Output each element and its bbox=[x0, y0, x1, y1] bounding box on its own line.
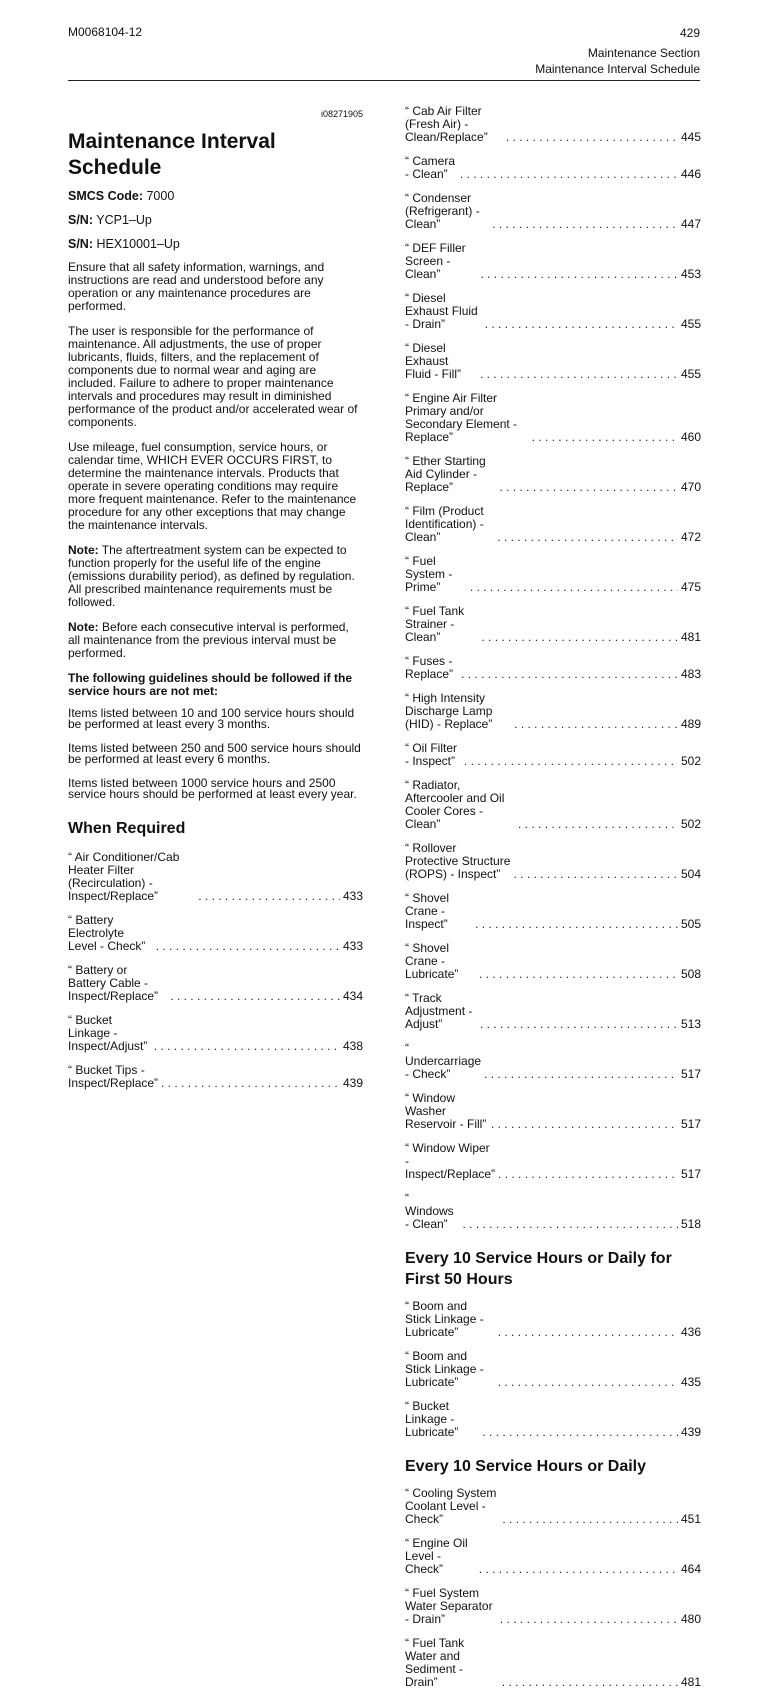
toc-entry[interactable] bbox=[405, 1092, 701, 1131]
dot-leader bbox=[498, 1326, 678, 1339]
toc-entry-label: “ Fuses - Replace” bbox=[405, 654, 454, 681]
toc-entry-page: 475 bbox=[680, 580, 701, 594]
toc-entry-label: “ Track Adjustment - Adjust” bbox=[405, 991, 473, 1031]
toc-entry-page: 433 bbox=[342, 889, 363, 903]
dot-leader bbox=[463, 1218, 678, 1231]
running-header bbox=[535, 25, 700, 77]
toc-entry[interactable] bbox=[405, 155, 701, 181]
toc-entry[interactable] bbox=[68, 914, 363, 953]
document-number: M0068104-12 bbox=[68, 25, 143, 39]
toc-entry[interactable] bbox=[405, 1042, 701, 1081]
smcs-code bbox=[68, 189, 363, 204]
toc-entry[interactable] bbox=[405, 605, 701, 644]
toc-entry[interactable] bbox=[68, 1064, 363, 1090]
note-consecutive bbox=[68, 621, 363, 660]
toc-entry-page: 481 bbox=[680, 630, 701, 644]
toc-entry[interactable] bbox=[405, 392, 701, 444]
toc-entry-label: “ Boom and Stick Linkage - Lubricate” bbox=[405, 1299, 484, 1339]
toc-entry-label: “ Condenser (Refrigerant) - Clean” bbox=[405, 191, 480, 231]
section-name: Maintenance Section bbox=[587, 46, 700, 60]
toc-entry-label: “ High Intensity Discharge Lamp (HID) - Replace” bbox=[405, 691, 493, 731]
toc-entry-label: “ Battery Electrolyte Level - Check” bbox=[68, 913, 146, 953]
toc-entry-label: “ Diesel Exhaust Fluid - Drain” bbox=[405, 291, 478, 331]
toc-entry-label: “ Shovel Crane - Lubricate” bbox=[405, 941, 459, 981]
dot-leader bbox=[170, 990, 340, 1003]
toc-entry[interactable] bbox=[405, 455, 701, 494]
toc-entry[interactable] bbox=[405, 1587, 701, 1626]
toc-entry-label: “ Window Wiper - Inspect/Replace” bbox=[405, 1141, 496, 1181]
toc-entry[interactable] bbox=[405, 942, 701, 981]
toc-entry-label: “ Fuel System - Prime” bbox=[405, 554, 453, 594]
toc-entry[interactable] bbox=[405, 655, 701, 681]
toc-entry-page: 464 bbox=[680, 1562, 701, 1576]
toc-entry-label: “ Engine Air Filter Primary and/or Secondary Element - Replace” bbox=[405, 391, 518, 444]
toc-entry-page: 439 bbox=[342, 1076, 363, 1090]
doc-id: i08271905 bbox=[320, 109, 363, 119]
toc-entry[interactable] bbox=[405, 892, 701, 931]
toc-entry[interactable] bbox=[405, 1142, 701, 1181]
guideline-2: Items listed between 250 and 500 service hours should be performed at least every 6 months. bbox=[68, 741, 361, 766]
right-column bbox=[405, 105, 701, 1700]
toc-entry-page: 517 bbox=[680, 1067, 701, 1081]
toc-entry-label: “ Bucket Linkage - Lubricate” bbox=[405, 1399, 459, 1439]
toc-entry-page: 460 bbox=[680, 430, 701, 444]
toc-entry-label: “ Fuel System Water Separator - Drain” bbox=[405, 1586, 493, 1626]
toc-entry[interactable] bbox=[405, 242, 701, 281]
when-required-list bbox=[68, 851, 363, 1090]
toc-entry-label: “ Radiator, Aftercooler and Oil Cooler Cores - Clean” bbox=[405, 778, 505, 831]
toc-entry-label: “ DEF Filler Screen - Clean” bbox=[405, 241, 466, 281]
toc-entry[interactable] bbox=[405, 1537, 701, 1576]
toc-entry-page: 513 bbox=[680, 1017, 701, 1031]
toc-entry-label: “ Boom and Stick Linkage - Lubricate” bbox=[405, 1349, 484, 1389]
toc-entry-page: 439 bbox=[680, 1425, 701, 1439]
dot-leader bbox=[485, 318, 678, 331]
toc-entry-page: 453 bbox=[680, 267, 701, 281]
toc-entry-page: 517 bbox=[680, 1117, 701, 1131]
dot-leader bbox=[502, 1513, 678, 1526]
toc-entry[interactable] bbox=[405, 742, 701, 768]
toc-entry-label: “ Cab Air Filter (Fresh Air) - Clean/Replace” bbox=[405, 104, 488, 144]
dot-leader bbox=[475, 918, 678, 931]
dot-leader bbox=[479, 968, 678, 981]
serial-range-1 bbox=[68, 213, 363, 228]
toc-entry[interactable] bbox=[405, 779, 701, 831]
dot-leader bbox=[502, 1676, 678, 1689]
dot-leader bbox=[518, 818, 678, 831]
toc-entry-label: “ Battery or Battery Cable - Inspect/Replace” bbox=[68, 963, 159, 1003]
section-when-required: When Required bbox=[68, 820, 186, 837]
toc-entry-label: “ Window Washer Reservoir - Fill” bbox=[405, 1091, 487, 1131]
toc-entry-page: 451 bbox=[680, 1512, 701, 1526]
toc-entry-label: “ Camera - Clean” bbox=[405, 154, 456, 181]
dot-leader bbox=[514, 868, 678, 881]
toc-entry-label: “ Ether Starting Aid Cylinder - Replace” bbox=[405, 454, 486, 494]
dot-leader bbox=[484, 1068, 678, 1081]
dot-leader bbox=[479, 1563, 678, 1576]
sn-label: S/N: bbox=[68, 237, 93, 251]
dot-leader bbox=[461, 668, 678, 681]
dot-leader bbox=[491, 1118, 678, 1131]
toc-entry[interactable] bbox=[405, 342, 701, 381]
first-50-hours-list bbox=[405, 1300, 701, 1439]
toc-entry-page: 505 bbox=[680, 917, 701, 931]
dot-leader bbox=[514, 718, 678, 731]
toc-entry-page: 518 bbox=[680, 1217, 701, 1231]
note-aftertreatment bbox=[68, 544, 363, 609]
toc-entry[interactable] bbox=[405, 1400, 701, 1439]
dot-leader bbox=[497, 531, 678, 544]
note-text: The aftertreatment system can be expected to function properly for the useful life of the engine (emissions durability period), as defined by regulation. All prescribed maintenance requirements must be followed. bbox=[68, 543, 355, 609]
toc-entry-label: “ Rollover Protective Structure (ROPS) - Inspect” bbox=[405, 841, 511, 881]
dot-leader bbox=[480, 368, 678, 381]
dot-leader bbox=[154, 1040, 340, 1053]
dot-leader bbox=[480, 268, 678, 281]
toc-entry-page: 447 bbox=[680, 217, 701, 231]
page-title: Maintenance Interval Schedule bbox=[68, 130, 276, 179]
toc-entry-page: 445 bbox=[680, 130, 701, 144]
toc-entry-page: 480 bbox=[680, 1612, 701, 1626]
toc-entry[interactable] bbox=[405, 1637, 701, 1689]
toc-entry[interactable] bbox=[405, 1300, 701, 1339]
toc-entry[interactable] bbox=[405, 192, 701, 231]
toc-entry-page: 502 bbox=[680, 817, 701, 831]
note-label: Note: bbox=[68, 543, 99, 557]
toc-entry-label: “ Undercarriage - Check” bbox=[405, 1041, 482, 1081]
toc-entry-page: 472 bbox=[680, 530, 701, 544]
toc-entry[interactable] bbox=[405, 292, 701, 331]
toc-entry-page: 455 bbox=[680, 317, 701, 331]
note-text: Before each consecutive interval is performed, all maintenance from the previous interval must be performed. bbox=[68, 620, 349, 660]
daily-list bbox=[405, 1487, 701, 1689]
toc-entry-page: 502 bbox=[680, 754, 701, 768]
dot-leader bbox=[460, 168, 678, 181]
section-every-10-hours-first-50: Every 10 Service Hours or Daily for First 50 Hours bbox=[405, 1250, 672, 1288]
guidelines-heading: The following guidelines should be followed if the service hours are not met: bbox=[68, 671, 352, 698]
interval-paragraph: Use mileage, fuel consumption, service hours, or calendar time, WHICH EVER OCCURS FIRST, to determine the maintenance intervals. Products that operate in severe operating conditions may require more frequent maintenance. Refer to the maintenance procedure for any other exceptions that may change the maintenance intervals. bbox=[68, 440, 357, 532]
toc-entry-page: 433 bbox=[342, 939, 363, 953]
toc-entry-label: “ Shovel Crane - Inspect” bbox=[405, 891, 450, 931]
toc-entry[interactable] bbox=[405, 992, 701, 1031]
toc-entry-label: “ Bucket Tips - Inspect/Replace” bbox=[68, 1063, 159, 1090]
dot-leader bbox=[506, 131, 678, 144]
sn-value: YCP1–Up bbox=[96, 213, 152, 227]
dot-leader bbox=[464, 755, 678, 768]
toc-entry-page: 438 bbox=[342, 1039, 363, 1053]
dot-leader bbox=[498, 1168, 678, 1181]
toc-entry[interactable] bbox=[405, 1487, 701, 1526]
dot-leader bbox=[198, 890, 340, 903]
note-label: Note: bbox=[68, 620, 99, 634]
toc-entry-page: 436 bbox=[680, 1325, 701, 1339]
smcs-value: 7000 bbox=[146, 189, 175, 203]
section-every-10-hours-daily: Every 10 Service Hours or Daily bbox=[405, 1458, 647, 1475]
header-rule bbox=[68, 80, 700, 81]
toc-entry-page: 470 bbox=[680, 480, 701, 494]
toc-entry-label: “ Fuel Tank Water and Sediment - Drain” bbox=[405, 1636, 465, 1689]
dot-leader bbox=[480, 1018, 678, 1031]
toc-entry[interactable] bbox=[405, 555, 701, 594]
subsection-name: Maintenance Interval Schedule bbox=[535, 62, 700, 76]
dot-leader bbox=[498, 1376, 678, 1389]
toc-entry-label: “ Oil Filter - Inspect” bbox=[405, 741, 457, 768]
toc-entry-label: “ Bucket Linkage - Inspect/Adjust” bbox=[68, 1013, 148, 1053]
toc-entry-page: 446 bbox=[680, 167, 701, 181]
toc-entry-label: “ Engine Oil Level - Check” bbox=[405, 1536, 468, 1576]
guideline-1: Items listed between 10 and 100 service hours should be performed at least every 3 months. bbox=[68, 706, 355, 731]
sn-value: HEX10001–Up bbox=[96, 237, 180, 251]
toc-entry[interactable] bbox=[405, 105, 701, 144]
toc-entry[interactable] bbox=[405, 1350, 701, 1389]
dot-leader bbox=[500, 1613, 678, 1626]
toc-entry[interactable] bbox=[405, 692, 701, 731]
toc-entry[interactable] bbox=[405, 842, 701, 881]
toc-entry-label: “ Fuel Tank Strainer - Clean” bbox=[405, 604, 465, 644]
dot-leader bbox=[499, 481, 677, 494]
dot-leader bbox=[482, 1426, 678, 1439]
toc-entry-page: 455 bbox=[680, 367, 701, 381]
toc-entry-label: “ Windows - Clean” bbox=[405, 1191, 454, 1231]
when-required-list-continued bbox=[405, 105, 701, 1231]
toc-entry-label: “ Cooling System Coolant Level - Check” bbox=[405, 1486, 497, 1526]
responsibility-paragraph: The user is responsible for the performance of maintenance. All adjustments, the use of proper lubricants, fluids, filters, and the replacement of components due to normal wear and aging are included. Failure to adhere to proper maintenance intervals and procedures may result in diminished performance of the product and/or accelerated wear of components. bbox=[68, 324, 358, 429]
page-number: 429 bbox=[679, 26, 700, 40]
dot-leader bbox=[161, 1077, 340, 1090]
toc-entry-label: “ Air Conditioner/Cab Heater Filter (Recirculation) - Inspect/Replace” bbox=[68, 850, 180, 903]
toc-entry[interactable] bbox=[405, 505, 701, 544]
dot-leader bbox=[532, 431, 678, 444]
left-column bbox=[68, 105, 363, 1101]
toc-entry-page: 434 bbox=[342, 989, 363, 1003]
toc-entry-page: 504 bbox=[680, 867, 701, 881]
dot-leader bbox=[492, 218, 678, 231]
toc-entry-label: “ Film (Product Identification) - Clean” bbox=[405, 504, 484, 544]
toc-entry-page: 517 bbox=[680, 1167, 701, 1181]
dot-leader bbox=[481, 631, 678, 644]
toc-entry[interactable] bbox=[68, 851, 363, 903]
guideline-3: Items listed between 1000 service hours and 2500 service hours should be performed at least every year. bbox=[68, 776, 357, 801]
sn-label: S/N: bbox=[68, 213, 93, 227]
toc-entry-page: 489 bbox=[680, 717, 701, 731]
toc-entry-page: 508 bbox=[680, 967, 701, 981]
toc-entry-label: “ Diesel Exhaust Fluid - Fill” bbox=[405, 341, 461, 381]
dot-leader bbox=[156, 940, 340, 953]
smcs-label: SMCS Code: bbox=[68, 189, 143, 203]
toc-entry-page: 483 bbox=[680, 667, 701, 681]
intro-paragraph: Ensure that all safety information, warnings, and instructions are read and understood before any operation or any maintenance procedures are performed. bbox=[68, 260, 325, 313]
toc-entry[interactable] bbox=[405, 1192, 701, 1231]
toc-entry[interactable] bbox=[68, 1014, 363, 1053]
toc-entry-page: 435 bbox=[680, 1375, 701, 1389]
dot-leader bbox=[470, 581, 678, 594]
toc-entry[interactable] bbox=[68, 964, 363, 1003]
toc-entry-page: 481 bbox=[680, 1675, 701, 1689]
serial-range-2 bbox=[68, 237, 363, 252]
